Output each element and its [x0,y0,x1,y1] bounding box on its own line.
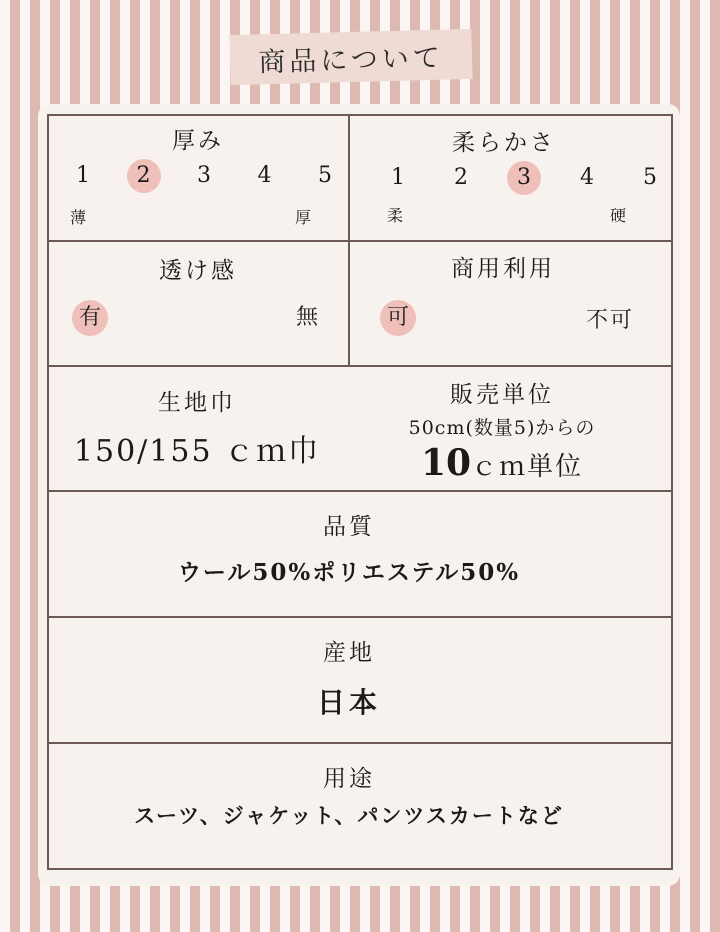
commercial-use-cell [349,241,673,365]
transparency-cell [47,241,349,365]
sales-unit-value [347,442,657,484]
table-border-bottom [47,868,673,870]
fabric-width-label: 生地巾 [158,390,236,416]
header-title: 商品について [257,42,445,78]
usage-label: 用途 [323,766,375,792]
thickness-scale-3: 3 [197,163,211,188]
sales-unit-note: 50cm(数量5)からの [408,417,596,439]
softness-scale-5: 5 [643,165,657,190]
sales-unit-label: 販売単位 [450,382,554,408]
material-cell [47,492,673,616]
material-label: 品質 [323,514,375,540]
softness-scale [381,161,667,195]
softness-scale-3-selected: 3 [507,161,541,195]
softness-scale-2: 2 [454,165,468,190]
thickness-scale-5: 5 [318,163,332,188]
softness-soft-note: 柔 [387,206,404,225]
usage-cell [47,744,673,868]
origin-value: 日本 [316,686,381,719]
thickness-scale-2-selected: 2 [127,159,161,193]
transparency-yes-selected: 有 [72,300,108,336]
origin-cell [47,618,673,742]
softness-scale-4: 4 [580,165,594,190]
sales-unit-number: 10 [420,442,472,484]
commercial-use-label: 商用利用 [451,256,555,282]
thickness-thin-note: 薄 [70,208,87,227]
softness-cell [349,114,673,240]
thickness-scale [66,159,342,193]
fabric-width-cell [47,366,347,490]
sales-unit-suffix: ｃｍ単位 [471,452,584,482]
softness-hard-note: 硬 [610,206,627,225]
fabric-width-value: 150/155 ｃｍ巾 [73,434,321,469]
thickness-scale-1: 1 [76,163,90,188]
commercial-use-not-allowed: 不可 [586,308,635,333]
softness-scale-1: 1 [391,165,405,190]
sales-unit-cell [347,366,673,490]
origin-label: 産地 [323,640,375,666]
material-value: ウール50%ポリエステル50% [177,559,521,586]
commercial-use-allowed-selected: 可 [380,300,416,336]
thickness-cell [47,114,349,240]
info-table [47,114,673,870]
thickness-scale-4: 4 [257,163,272,188]
softness-label: 柔らかさ [452,130,556,156]
usage-value: スーツ、ジャケット、パンツスカートなど [134,803,564,828]
thickness-thick-note: 厚 [295,208,312,227]
transparency-no: 無 [295,305,318,330]
header-tag [229,29,472,85]
transparency-label: 透け感 [159,258,237,284]
thickness-label: 厚み [172,128,224,154]
